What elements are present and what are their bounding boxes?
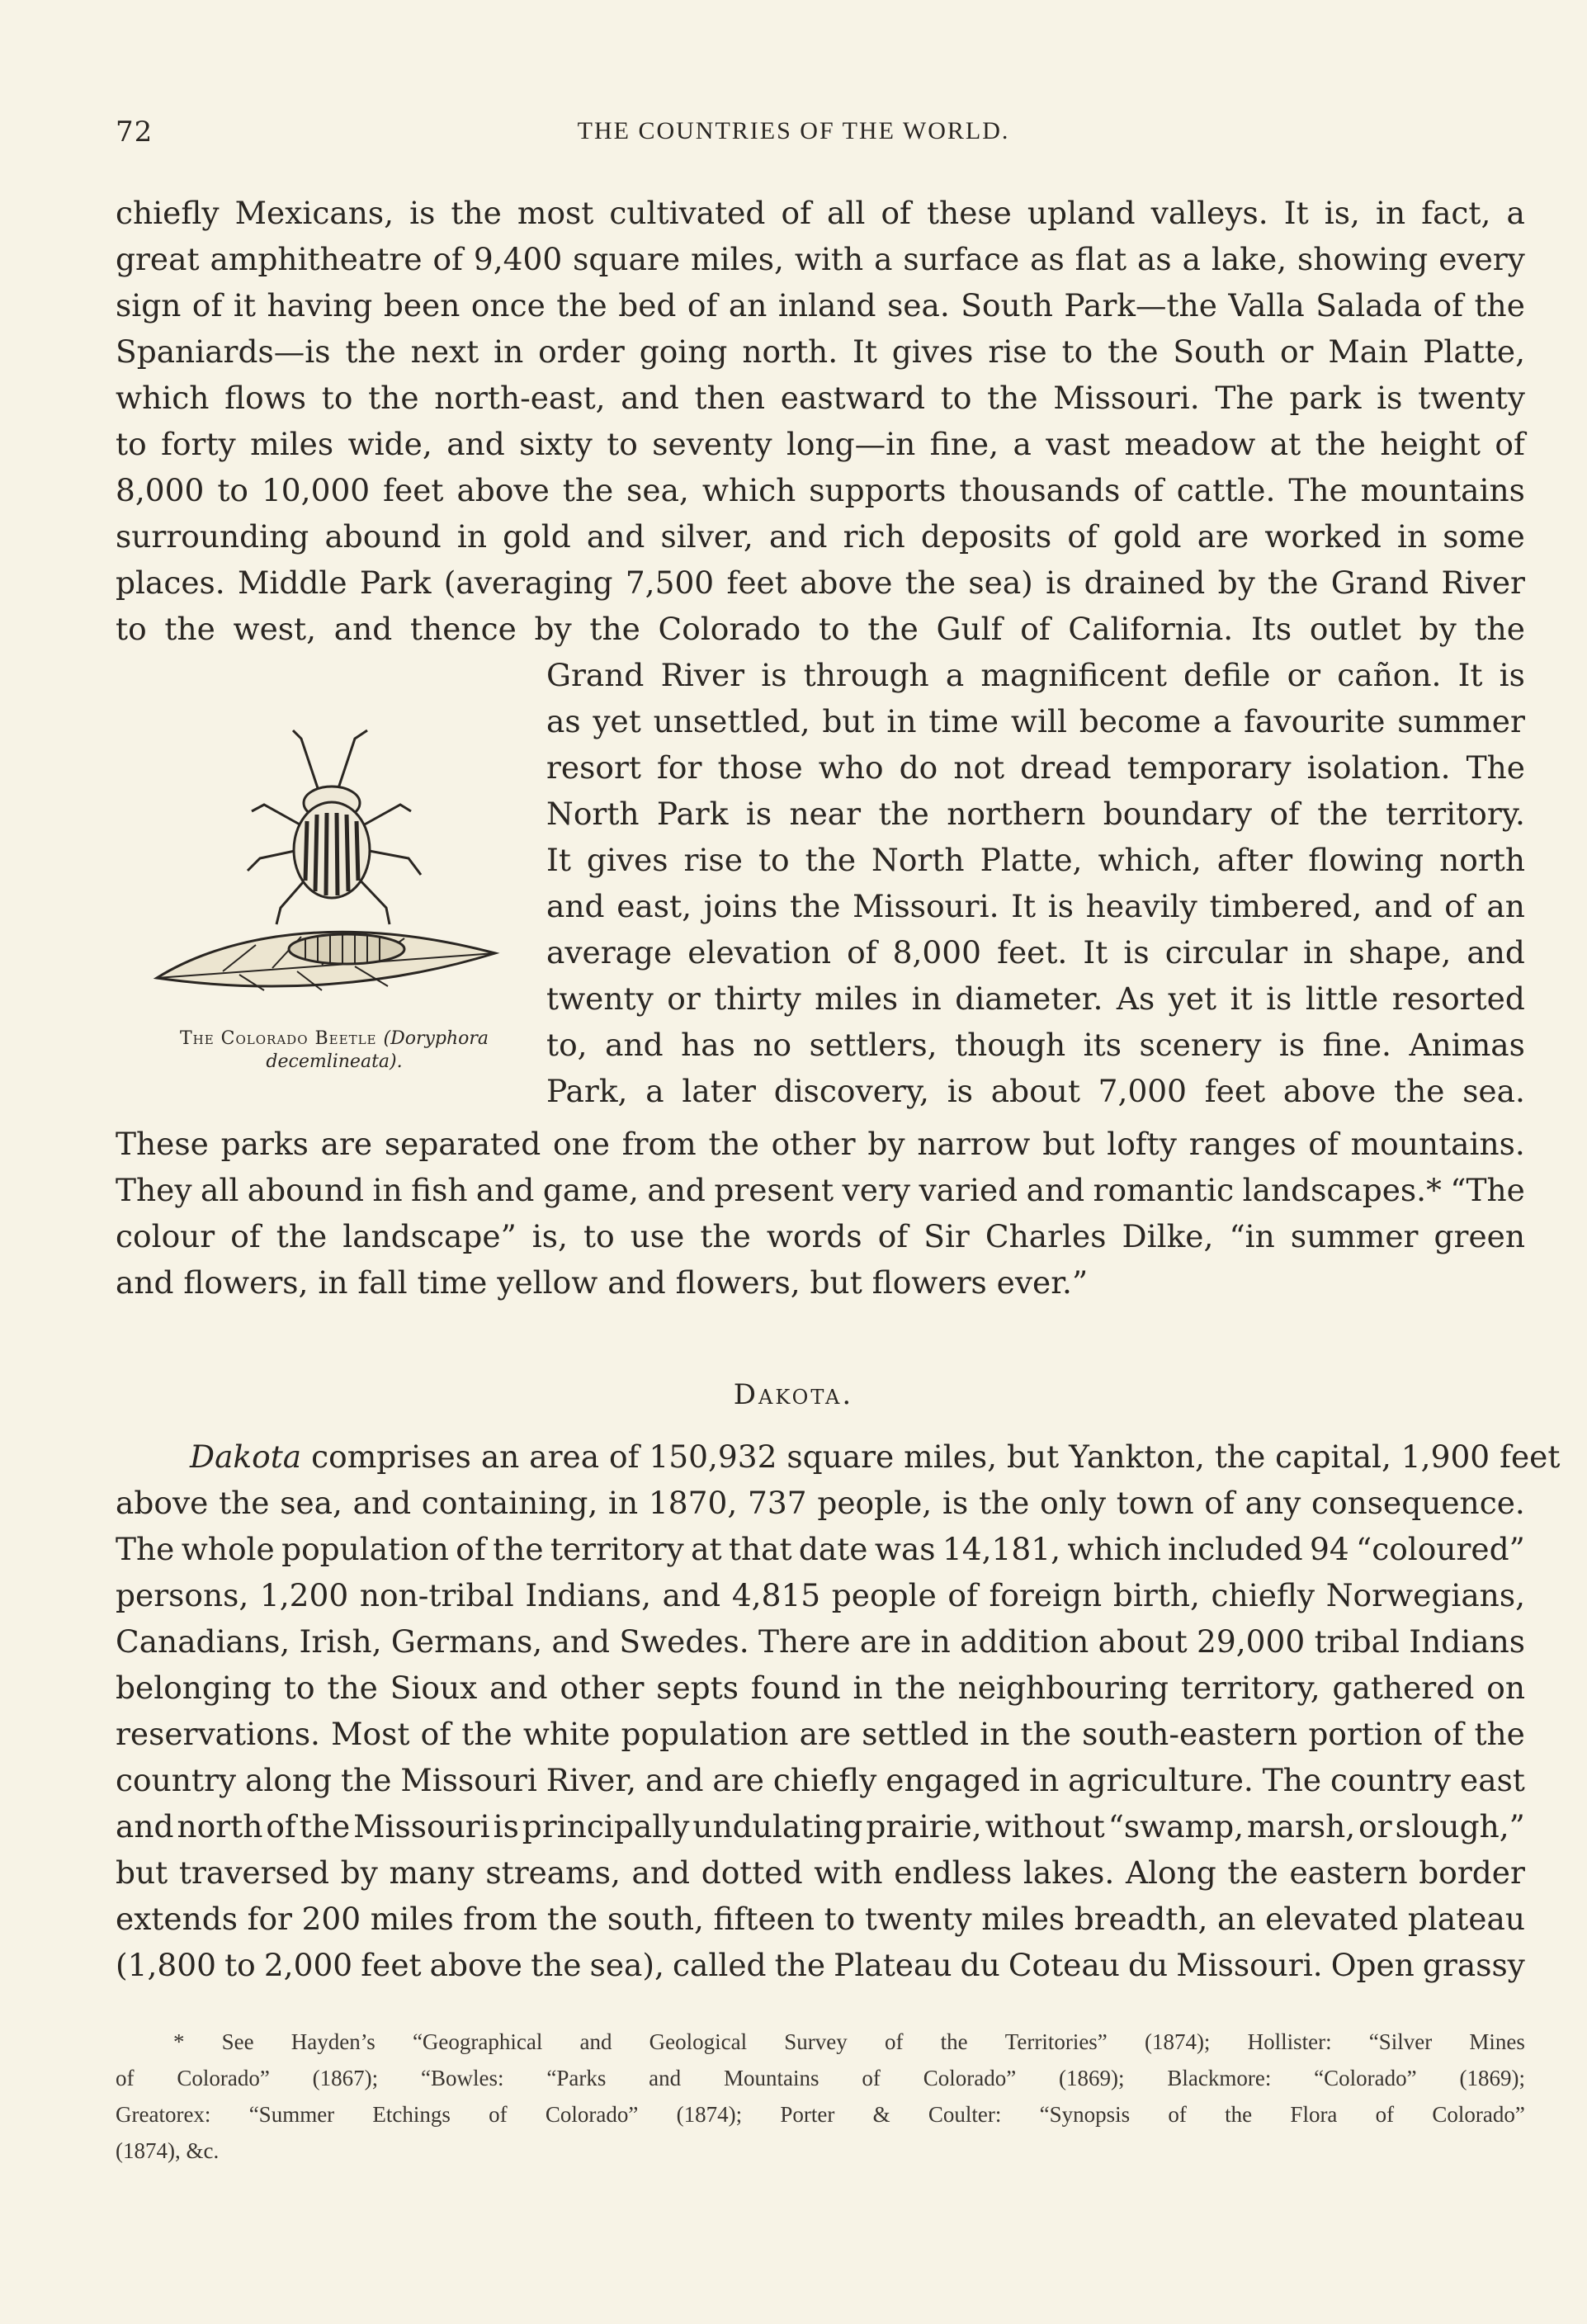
footnote-line: * See Hayden’s “Geographical and Geological Survey of the Territories” (1874); Hollister: “Silver Mines — [173, 2029, 1525, 2054]
text-line: and east, joins the Missouri. It is heavily timbered, and of an — [546, 888, 1525, 924]
text-line: These parks are separated one from the other by narrow but lofty ranges of mountains. — [116, 1126, 1525, 1162]
lead-word: Dakota — [190, 1438, 302, 1475]
figure-caption — [124, 1027, 545, 1074]
text-line: colour of the landscape” is, to use the words of Sir Charles Dilke, “in summer green — [116, 1218, 1525, 1254]
text-line: to forty miles wide, and sixty to seventy long—in fine, a vast meadow at the height of — [116, 426, 1525, 462]
footnote-line: Greatorex: “Summer Etchings of Colorado” (1874); Porter & Coulter: “Synopsis of the Flora of Colorado” — [116, 2102, 1525, 2127]
text-line: Park, a later discovery, is about 7,000 feet above the sea. — [546, 1073, 1525, 1109]
text-line: surrounding abound in gold and silver, and rich deposits of gold are worked in some — [116, 518, 1525, 555]
text-line: great amphitheatre of 9,400 square miles, with a surface as flat as a lake, showing every — [116, 241, 1525, 277]
paragraph-dakota — [116, 1434, 1561, 1988]
text-line: but traversed by many streams, and dotted with endless lakes. Along the eastern border — [116, 1854, 1525, 1891]
caption-latin-genus: (Doryphora — [383, 1028, 489, 1049]
text-line: Dakota comprises an area of 150,932 square miles, but Yankton, the capital, 1,900 feet — [116, 1434, 1525, 1480]
beetle-leg — [248, 850, 299, 871]
text-line: places. Middle Park (averaging 7,500 feet above the sea) is drained by the Grand River — [116, 564, 1525, 601]
text-line: as yet unsettled, but in time will become a favourite summer — [546, 703, 1525, 739]
text-line: to the west, and thence by the Colorado to the Gulf of California. Its outlet by the — [116, 611, 1525, 647]
text-line: to, and has no settlers, though its scenery is fine. Animas — [546, 1027, 1525, 1063]
beetle-illustration — [124, 706, 536, 1019]
text-line: Spaniards—is the next in order going north. It gives rise to the South or Main Platte, — [116, 333, 1525, 370]
text-line: Grand River is through a magnificent defile or cañon. It is — [546, 657, 1525, 693]
text-line: (1,800 to 2,000 feet above the sea), called the Plateau du Coteau du Missouri. Open grassy — [116, 1947, 1525, 1983]
text-line: 8,000 to 10,000 feet above the sea, which supports thousands of cattle. The mountains — [116, 472, 1525, 508]
paragraph-parks-intro — [116, 190, 1525, 652]
text-line: The whole population of the territory at that date was 14,181, which included 94 “coloured” — [116, 1531, 1525, 1567]
running-title: THE COUNTRIES OF THE WORLD. — [577, 117, 1010, 144]
running-head — [0, 116, 1587, 157]
section-heading-dakota: Dakota. — [733, 1378, 854, 1411]
beetle-leg — [252, 805, 301, 825]
text-line: and flowers, in fall time yellow and flowers, but flowers ever.” — [116, 1264, 1089, 1301]
beetle-leg — [363, 805, 411, 825]
footnote — [116, 2024, 1525, 2169]
text-line: twenty or thirty miles in diameter. As yet it is little resorted — [546, 980, 1525, 1017]
footnote-line: of Colorado” (1867); “Bowles: “Parks and Mountains of Colorado” (1869); Blackmore: “Colorado” (1869); — [116, 2066, 1525, 2090]
text-line: It gives rise to the North Platte, which, after flowing north — [546, 842, 1525, 878]
beetle-leg — [365, 850, 421, 875]
beetle-antenna-left — [293, 730, 318, 788]
text-line: extends for 200 miles from the south, fifteen to twenty miles breadth, an elevated plateau — [116, 1901, 1525, 1937]
footnote-line: (1874), &c. — [116, 2138, 220, 2163]
text-line: sign of it having been once the bed of an inland sea. South Park—the Valla Salada of the — [116, 287, 1525, 324]
text-line: belonging to the Sioux and other septs found in the neighbouring territory, gathered on — [116, 1670, 1525, 1706]
text-line: They all abound in fish and game, and present very varied and romantic landscapes.* “The — [116, 1172, 1525, 1208]
page-number: 72 — [116, 116, 154, 149]
text-line: reservations. Most of the white population are settled in the south-eastern portion of the — [116, 1716, 1525, 1752]
text-line: persons, 1,200 non-tribal Indians, and 4,815 people of foreign birth, chiefly Norwegians, — [116, 1577, 1525, 1613]
text-line: and north of the Missouri is principally undulating prairie, without “swamp, marsh, or slough,” — [116, 1808, 1525, 1845]
text-line: which flows to the north-east, and then eastward to the Missouri. The park is twenty — [116, 380, 1525, 416]
caption-latin-species: decemlineata). — [266, 1051, 403, 1072]
text-line: country along the Missouri River, and are chiefly engaged in agriculture. The country east — [116, 1762, 1525, 1798]
text-line: above the sea, and containing, in 1870, 737 people, is the only town of any consequence. — [116, 1485, 1525, 1521]
text-line: average elevation of 8,000 feet. It is circular in shape, and — [546, 934, 1525, 971]
text-line: chiefly Mexicans, is the most cultivated of all of these upland valleys. It is, in fact, a — [116, 195, 1525, 231]
caption-title: The Colorado Beetle — [179, 1028, 377, 1049]
colorado-beetle-figure — [124, 706, 536, 1085]
paragraph-parks-conclusion — [116, 1121, 1525, 1306]
beetle-antenna-right — [338, 730, 367, 788]
text-line: Canadians, Irish, Germans, and Swedes. There are in addition about 29,000 tribal Indians — [116, 1623, 1525, 1660]
paragraph-wrapped-figure — [546, 652, 1525, 1114]
text-line: resort for those who do not dread temporary isolation. The — [546, 749, 1525, 786]
text-line: North Park is near the northern boundary of the territory. — [546, 796, 1525, 832]
